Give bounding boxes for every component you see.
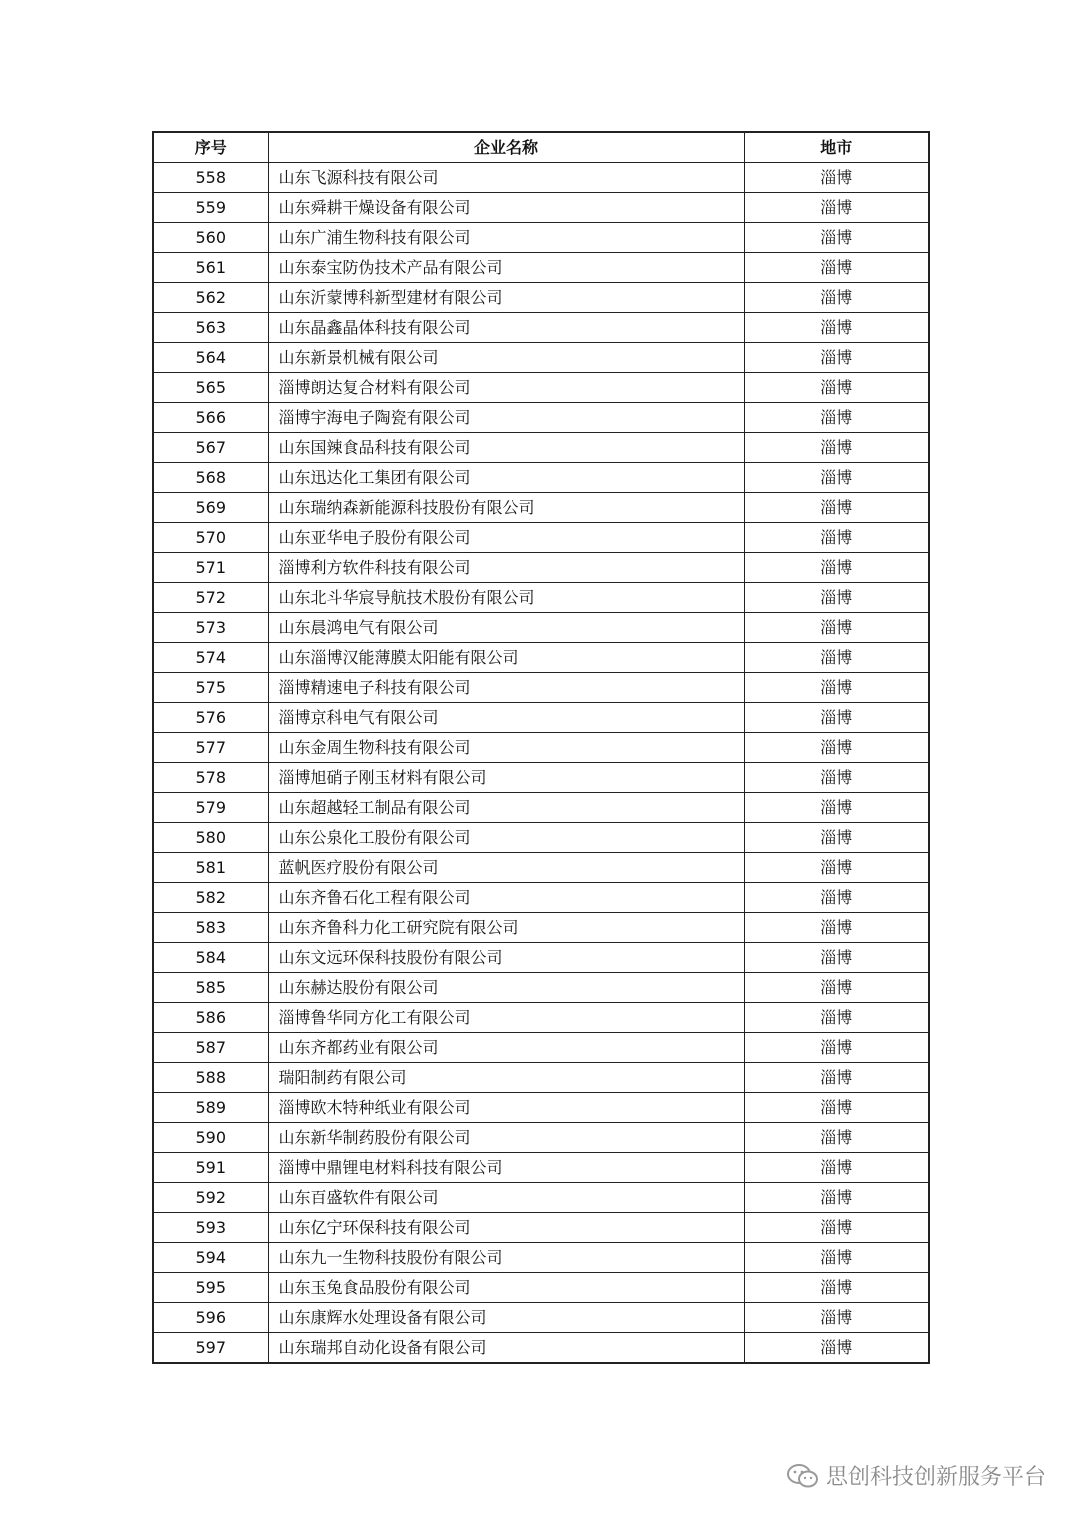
company-name: 瑞阳制药有限公司 [268, 1063, 744, 1093]
row-index: 577 [153, 733, 268, 763]
company-name: 山东金周生物科技有限公司 [268, 733, 744, 763]
company-name: 山东齐鲁科力化工研究院有限公司 [268, 913, 744, 943]
company-name: 山东齐都药业有限公司 [268, 1033, 744, 1063]
table-row [153, 973, 929, 1003]
city-name: 淄博 [744, 343, 929, 373]
table-row [153, 763, 929, 793]
company-name: 山东亚华电子股份有限公司 [268, 523, 744, 553]
company-name: 山东赫达股份有限公司 [268, 973, 744, 1003]
city-name: 淄博 [744, 1213, 929, 1243]
city-name: 淄博 [744, 1333, 929, 1364]
company-name: 山东康辉水处理设备有限公司 [268, 1303, 744, 1333]
city-name: 淄博 [744, 703, 929, 733]
city-name: 淄博 [744, 583, 929, 613]
row-index: 579 [153, 793, 268, 823]
table-row [153, 1063, 929, 1093]
table-row [153, 913, 929, 943]
company-name: 山东瑞邦自动化设备有限公司 [268, 1333, 744, 1364]
table-row [153, 1093, 929, 1123]
table-row [153, 193, 929, 223]
company-name: 淄博欧木特种纸业有限公司 [268, 1093, 744, 1123]
table-row [153, 523, 929, 553]
table-row [153, 943, 929, 973]
city-name: 淄博 [744, 1243, 929, 1273]
company-name: 山东国辣食品科技有限公司 [268, 433, 744, 463]
city-name: 淄博 [744, 673, 929, 703]
row-index: 575 [153, 673, 268, 703]
company-name: 山东沂蒙博科新型建材有限公司 [268, 283, 744, 313]
table-row [153, 313, 929, 343]
row-index: 590 [153, 1123, 268, 1153]
table-row [153, 493, 929, 523]
company-name: 淄博利方软件科技有限公司 [268, 553, 744, 583]
table-row [153, 583, 929, 613]
city-name: 淄博 [744, 523, 929, 553]
table-row [153, 1153, 929, 1183]
row-index: 578 [153, 763, 268, 793]
company-name: 山东百盛软件有限公司 [268, 1183, 744, 1213]
city-name: 淄博 [744, 973, 929, 1003]
city-name: 淄博 [744, 883, 929, 913]
city-name: 淄博 [744, 373, 929, 403]
company-name: 淄博宇海电子陶瓷有限公司 [268, 403, 744, 433]
row-index: 558 [153, 163, 268, 193]
city-name: 淄博 [744, 283, 929, 313]
row-index: 588 [153, 1063, 268, 1093]
watermark [786, 1460, 1046, 1491]
row-index: 559 [153, 193, 268, 223]
table-row [153, 703, 929, 733]
city-name: 淄博 [744, 1063, 929, 1093]
table-row [153, 853, 929, 883]
company-name: 淄博旭硝子刚玉材料有限公司 [268, 763, 744, 793]
table-row [153, 163, 929, 193]
table-row [153, 283, 929, 313]
table-row [153, 1003, 929, 1033]
city-name: 淄博 [744, 493, 929, 523]
company-name: 山东齐鲁石化工程有限公司 [268, 883, 744, 913]
city-name: 淄博 [744, 223, 929, 253]
row-index: 568 [153, 463, 268, 493]
table-row [153, 823, 929, 853]
header-company-name: 企业名称 [268, 132, 744, 163]
company-name: 山东超越轻工制品有限公司 [268, 793, 744, 823]
company-name: 山东飞源科技有限公司 [268, 163, 744, 193]
city-name: 淄博 [744, 253, 929, 283]
city-name: 淄博 [744, 1093, 929, 1123]
table-row [153, 553, 929, 583]
row-index: 589 [153, 1093, 268, 1123]
enterprise-table [152, 131, 930, 1364]
company-name: 山东文远环保科技股份有限公司 [268, 943, 744, 973]
city-name: 淄博 [744, 913, 929, 943]
company-name: 淄博中鼎锂电材料科技有限公司 [268, 1153, 744, 1183]
company-name: 山东北斗华宸导航技术股份有限公司 [268, 583, 744, 613]
table-row [153, 883, 929, 913]
table-row [153, 253, 929, 283]
city-name: 淄博 [744, 823, 929, 853]
city-name: 淄博 [744, 1273, 929, 1303]
table-row [153, 343, 929, 373]
row-index: 564 [153, 343, 268, 373]
row-index: 570 [153, 523, 268, 553]
table-row [153, 1183, 929, 1213]
header-city: 地市 [744, 132, 929, 163]
row-index: 593 [153, 1213, 268, 1243]
table-body [153, 163, 929, 1364]
row-index: 573 [153, 613, 268, 643]
company-name: 山东新华制药股份有限公司 [268, 1123, 744, 1153]
table-row [153, 613, 929, 643]
company-name: 山东亿宁环保科技有限公司 [268, 1213, 744, 1243]
row-index: 576 [153, 703, 268, 733]
company-name: 山东九一生物科技股份有限公司 [268, 1243, 744, 1273]
city-name: 淄博 [744, 643, 929, 673]
city-name: 淄博 [744, 1033, 929, 1063]
watermark-text: 思创科技创新服务平台 [825, 1465, 1046, 1490]
city-name: 淄博 [744, 1153, 929, 1183]
company-name: 山东玉兔食品股份有限公司 [268, 1273, 744, 1303]
row-index: 567 [153, 433, 268, 463]
city-name: 淄博 [744, 793, 929, 823]
company-name: 淄博朗达复合材料有限公司 [268, 373, 744, 403]
row-index: 583 [153, 913, 268, 943]
company-name: 蓝帆医疗股份有限公司 [268, 853, 744, 883]
company-name: 山东泰宝防伪技术产品有限公司 [268, 253, 744, 283]
row-index: 586 [153, 1003, 268, 1033]
table-row [153, 1033, 929, 1063]
table-row [153, 793, 929, 823]
table-row [153, 223, 929, 253]
row-index: 595 [153, 1273, 268, 1303]
company-name: 淄博精速电子科技有限公司 [268, 673, 744, 703]
city-name: 淄博 [744, 1123, 929, 1153]
row-index: 571 [153, 553, 268, 583]
city-name: 淄博 [744, 613, 929, 643]
company-name: 山东晨鸿电气有限公司 [268, 613, 744, 643]
row-index: 587 [153, 1033, 268, 1063]
company-name: 山东公泉化工股份有限公司 [268, 823, 744, 853]
header-index: 序号 [153, 132, 268, 163]
table-row [153, 1213, 929, 1243]
row-index: 597 [153, 1333, 268, 1364]
wechat-icon [786, 1463, 820, 1489]
table-row [153, 1123, 929, 1153]
city-name: 淄博 [744, 553, 929, 583]
city-name: 淄博 [744, 463, 929, 493]
table-row [153, 1303, 929, 1333]
city-name: 淄博 [744, 403, 929, 433]
table-row [153, 433, 929, 463]
company-name: 淄博鲁华同方化工有限公司 [268, 1003, 744, 1033]
table-header-row [153, 132, 929, 163]
row-index: 585 [153, 973, 268, 1003]
company-name: 山东迅达化工集团有限公司 [268, 463, 744, 493]
table-row [153, 373, 929, 403]
row-index: 581 [153, 853, 268, 883]
company-name: 山东新景机械有限公司 [268, 343, 744, 373]
city-name: 淄博 [744, 853, 929, 883]
row-index: 584 [153, 943, 268, 973]
row-index: 560 [153, 223, 268, 253]
row-index: 566 [153, 403, 268, 433]
row-index: 591 [153, 1153, 268, 1183]
company-name: 山东晶鑫晶体科技有限公司 [268, 313, 744, 343]
city-name: 淄博 [744, 733, 929, 763]
table-row [153, 1273, 929, 1303]
company-name: 淄博京科电气有限公司 [268, 703, 744, 733]
city-name: 淄博 [744, 193, 929, 223]
company-name: 山东淄博汉能薄膜太阳能有限公司 [268, 643, 744, 673]
row-index: 569 [153, 493, 268, 523]
row-index: 561 [153, 253, 268, 283]
table-row [153, 643, 929, 673]
row-index: 563 [153, 313, 268, 343]
row-index: 596 [153, 1303, 268, 1333]
company-name: 山东舜耕干燥设备有限公司 [268, 193, 744, 223]
table-row [153, 463, 929, 493]
table-row [153, 673, 929, 703]
row-index: 574 [153, 643, 268, 673]
city-name: 淄博 [744, 763, 929, 793]
city-name: 淄博 [744, 163, 929, 193]
row-index: 580 [153, 823, 268, 853]
row-index: 565 [153, 373, 268, 403]
table-row [153, 1243, 929, 1273]
company-name: 山东瑞纳森新能源科技股份有限公司 [268, 493, 744, 523]
table-row [153, 1333, 929, 1364]
table-row [153, 403, 929, 433]
city-name: 淄博 [744, 313, 929, 343]
row-index: 572 [153, 583, 268, 613]
city-name: 淄博 [744, 1303, 929, 1333]
city-name: 淄博 [744, 433, 929, 463]
row-index: 562 [153, 283, 268, 313]
row-index: 582 [153, 883, 268, 913]
city-name: 淄博 [744, 1183, 929, 1213]
city-name: 淄博 [744, 943, 929, 973]
table-row [153, 733, 929, 763]
row-index: 592 [153, 1183, 268, 1213]
company-name: 山东广浦生物科技有限公司 [268, 223, 744, 253]
row-index: 594 [153, 1243, 268, 1273]
city-name: 淄博 [744, 1003, 929, 1033]
